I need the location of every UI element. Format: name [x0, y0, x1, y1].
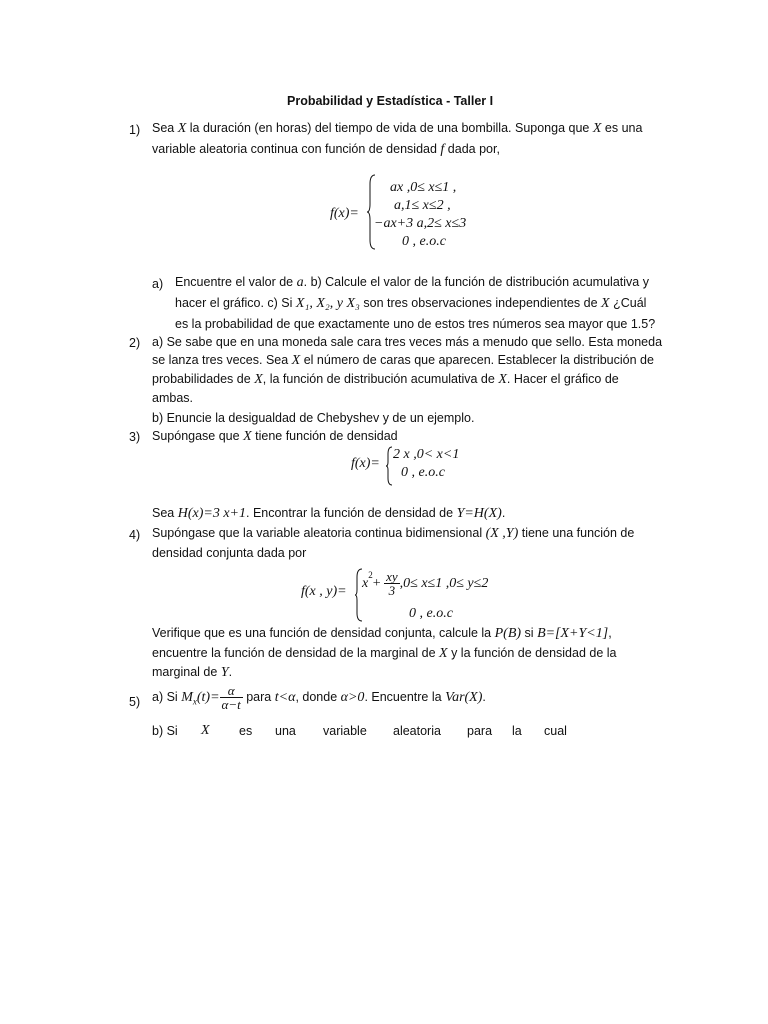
q5-b-word-aleatoria: aleatoria: [393, 724, 441, 738]
q5-b-word-la: la: [512, 724, 522, 738]
q2-line1: a) Se sabe que en una moneda sale cara tres veces más a menudo que sello. Esta moneda: [152, 335, 663, 349]
q3-brace: [385, 446, 393, 486]
q1-case-2: a,1≤ x≤2 ,: [394, 198, 451, 213]
q1-number: 1): [129, 123, 141, 137]
q4-case-2: 0 , e.o.c: [409, 606, 453, 621]
q4-fxy-label: f(x , y)=: [301, 584, 347, 599]
q3-line2: Sea H(x)=3 x+1. Encontrar la función de densidad de Y=H(X).: [152, 506, 506, 521]
q1-case-1: ax ,0≤ x≤1 ,: [390, 180, 457, 195]
q4-number: 4): [129, 528, 141, 542]
q4-case-1: $x^2+$ $\frac{xy}{3}$ ,0≤ x≤1 ,0≤ y≤2: [362, 569, 489, 598]
q1-a-line2: hacer el gráfico. c) Si X₁, X₂, y X₃ son tres observaciones independientes de X ¿Cuál: [175, 296, 647, 311]
document-title: Probabilidad y Estadística - Taller I: [287, 94, 494, 108]
q4-line5: marginal de Y.: [152, 665, 233, 680]
q1-case-3: −ax+3 a,2≤ x≤3: [374, 216, 467, 231]
q5-b-word-variable: variable: [323, 724, 367, 738]
q5-a-line: a) Si $M_x(t)=$ $\frac{\alpha}{\alpha-t}$ para t<α, donde α>0. Encuentre la Var(X).: [152, 683, 486, 712]
q5-number: 5): [129, 695, 141, 709]
q4-line3: Verifique que es una función de densidad conjunta, calcule la P(B) si B=[X+Y<1],: [152, 626, 612, 641]
q1-line2: variable aleatoria continua con función de densidad f dada por,: [152, 142, 500, 157]
q4-line4: encuentre la función de densidad de la marginal de X y la función de densidad de la: [152, 646, 617, 661]
q5-b-word-cual: cual: [544, 724, 567, 738]
q2-number: 2): [129, 336, 141, 350]
q3-case-1: 2 x ,0< x<1: [393, 447, 460, 462]
q2-line3: probabilidades de X, la función de distribución acumulativa de X. Hacer el gráfico de: [152, 372, 619, 387]
q2-line4: ambas.: [152, 391, 193, 405]
q2-line2: se lanza tres veces. Sea X el número de caras que aparecen. Establecer la distribución de: [152, 353, 654, 368]
q3-case-2: 0 , e.o.c: [401, 465, 445, 480]
q1-case-4: 0 , e.o.c: [402, 234, 446, 249]
q2-line5: b) Enuncie la desigualdad de Chebyshev y de un ejemplo.: [152, 411, 475, 425]
q3-fx-label: f(x)=: [351, 456, 380, 471]
q1-line1: Sea X la duración (en horas) del tiempo de vida de una bombilla. Suponga que X es una: [152, 121, 643, 136]
q1-a-line3: es la probabilidad de que exactamente uno de estos tres números sea mayor que 1.5?: [175, 317, 656, 331]
q5-b-X: X: [201, 723, 210, 738]
q5-b-label: b) Si: [152, 724, 178, 738]
q1-fx-label: f(x)=: [330, 206, 359, 221]
q5-b-word-una: una: [275, 724, 296, 738]
q1-a-label: a): [152, 277, 164, 291]
q5-b-word-para: para: [467, 724, 493, 738]
q4-line2: densidad conjunta dada por: [152, 546, 307, 560]
q4-line1: Supóngase que la variable aleatoria continua bidimensional (X ,Y) tiene una función de: [152, 526, 635, 541]
q3-number: 3): [129, 430, 141, 444]
q1-brace: [366, 174, 376, 250]
q5-b-word-es: es: [239, 724, 253, 738]
q1-a-line1: Encuentre el valor de a. b) Calcule el valor de la función de distribución acumulativa y: [175, 275, 649, 290]
q3-line1: Supóngase que X tiene función de densidad: [152, 429, 398, 444]
